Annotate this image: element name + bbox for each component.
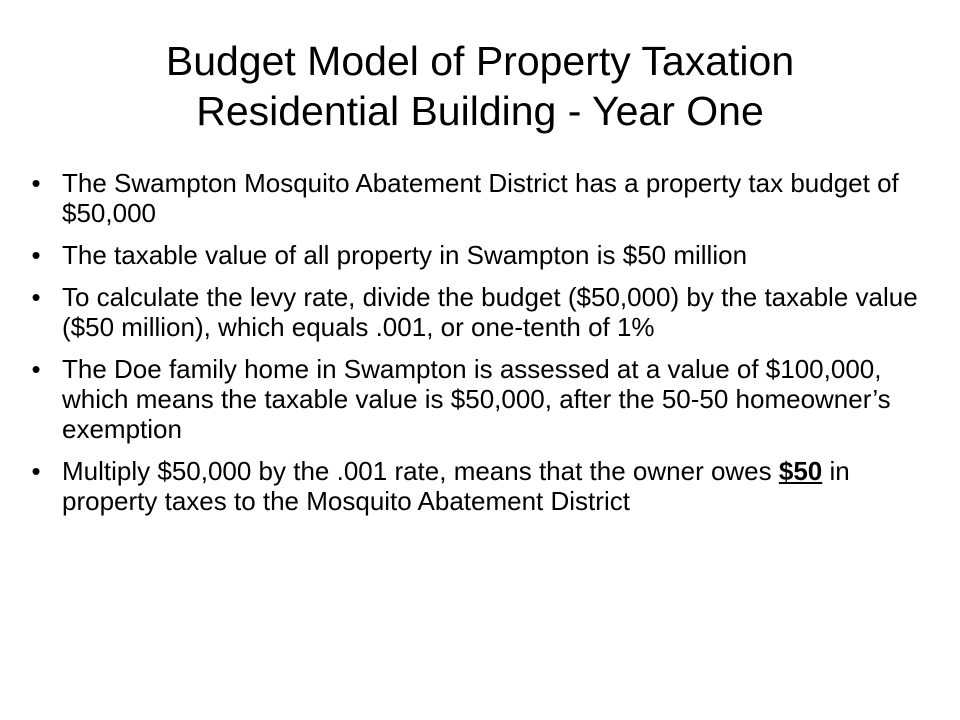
- bullet-text: The taxable value of all property in Swampton is $50 million: [62, 240, 748, 270]
- bullet-text: The Doe family home in Swampton is assessed at a value of $100,000, which means the taxable value is $50,000, after the 50-50 homeowner’s exemption: [62, 354, 891, 444]
- bullet-item: [31, 168, 922, 228]
- bullet-item: [31, 282, 922, 342]
- title-line-1: Budget Model of Property Taxation: [165, 38, 795, 84]
- bullet-text: [62, 456, 922, 516]
- title-line-2: Residential Building - Year One: [196, 88, 764, 134]
- bullet-icon: •: [31, 456, 41, 486]
- bullet-list: [31, 168, 922, 528]
- bullet-text-before: Multiply $50,000 by the .001 rate, means that the owner owes: [62, 456, 779, 486]
- bullet-icon: •: [31, 282, 41, 312]
- bullet-icon: •: [31, 240, 41, 270]
- bullet-item: [31, 354, 922, 444]
- bullet-icon: •: [31, 168, 41, 198]
- amount-owed: $50: [778, 456, 823, 486]
- bullet-item: [31, 456, 922, 516]
- slide-title: [40, 36, 920, 136]
- bullet-item: [31, 240, 922, 270]
- bullet-text: The Swampton Mosquito Abatement District has a property tax budget of $50,000: [62, 168, 899, 228]
- bullet-icon: •: [31, 354, 41, 384]
- bullet-text: To calculate the levy rate, divide the budget ($50,000) by the taxable value ($50 million), which equals .001, or one-tenth of 1%: [62, 282, 918, 342]
- bullet-text-after: in property taxes to the Mosquito Abatement District: [62, 456, 850, 516]
